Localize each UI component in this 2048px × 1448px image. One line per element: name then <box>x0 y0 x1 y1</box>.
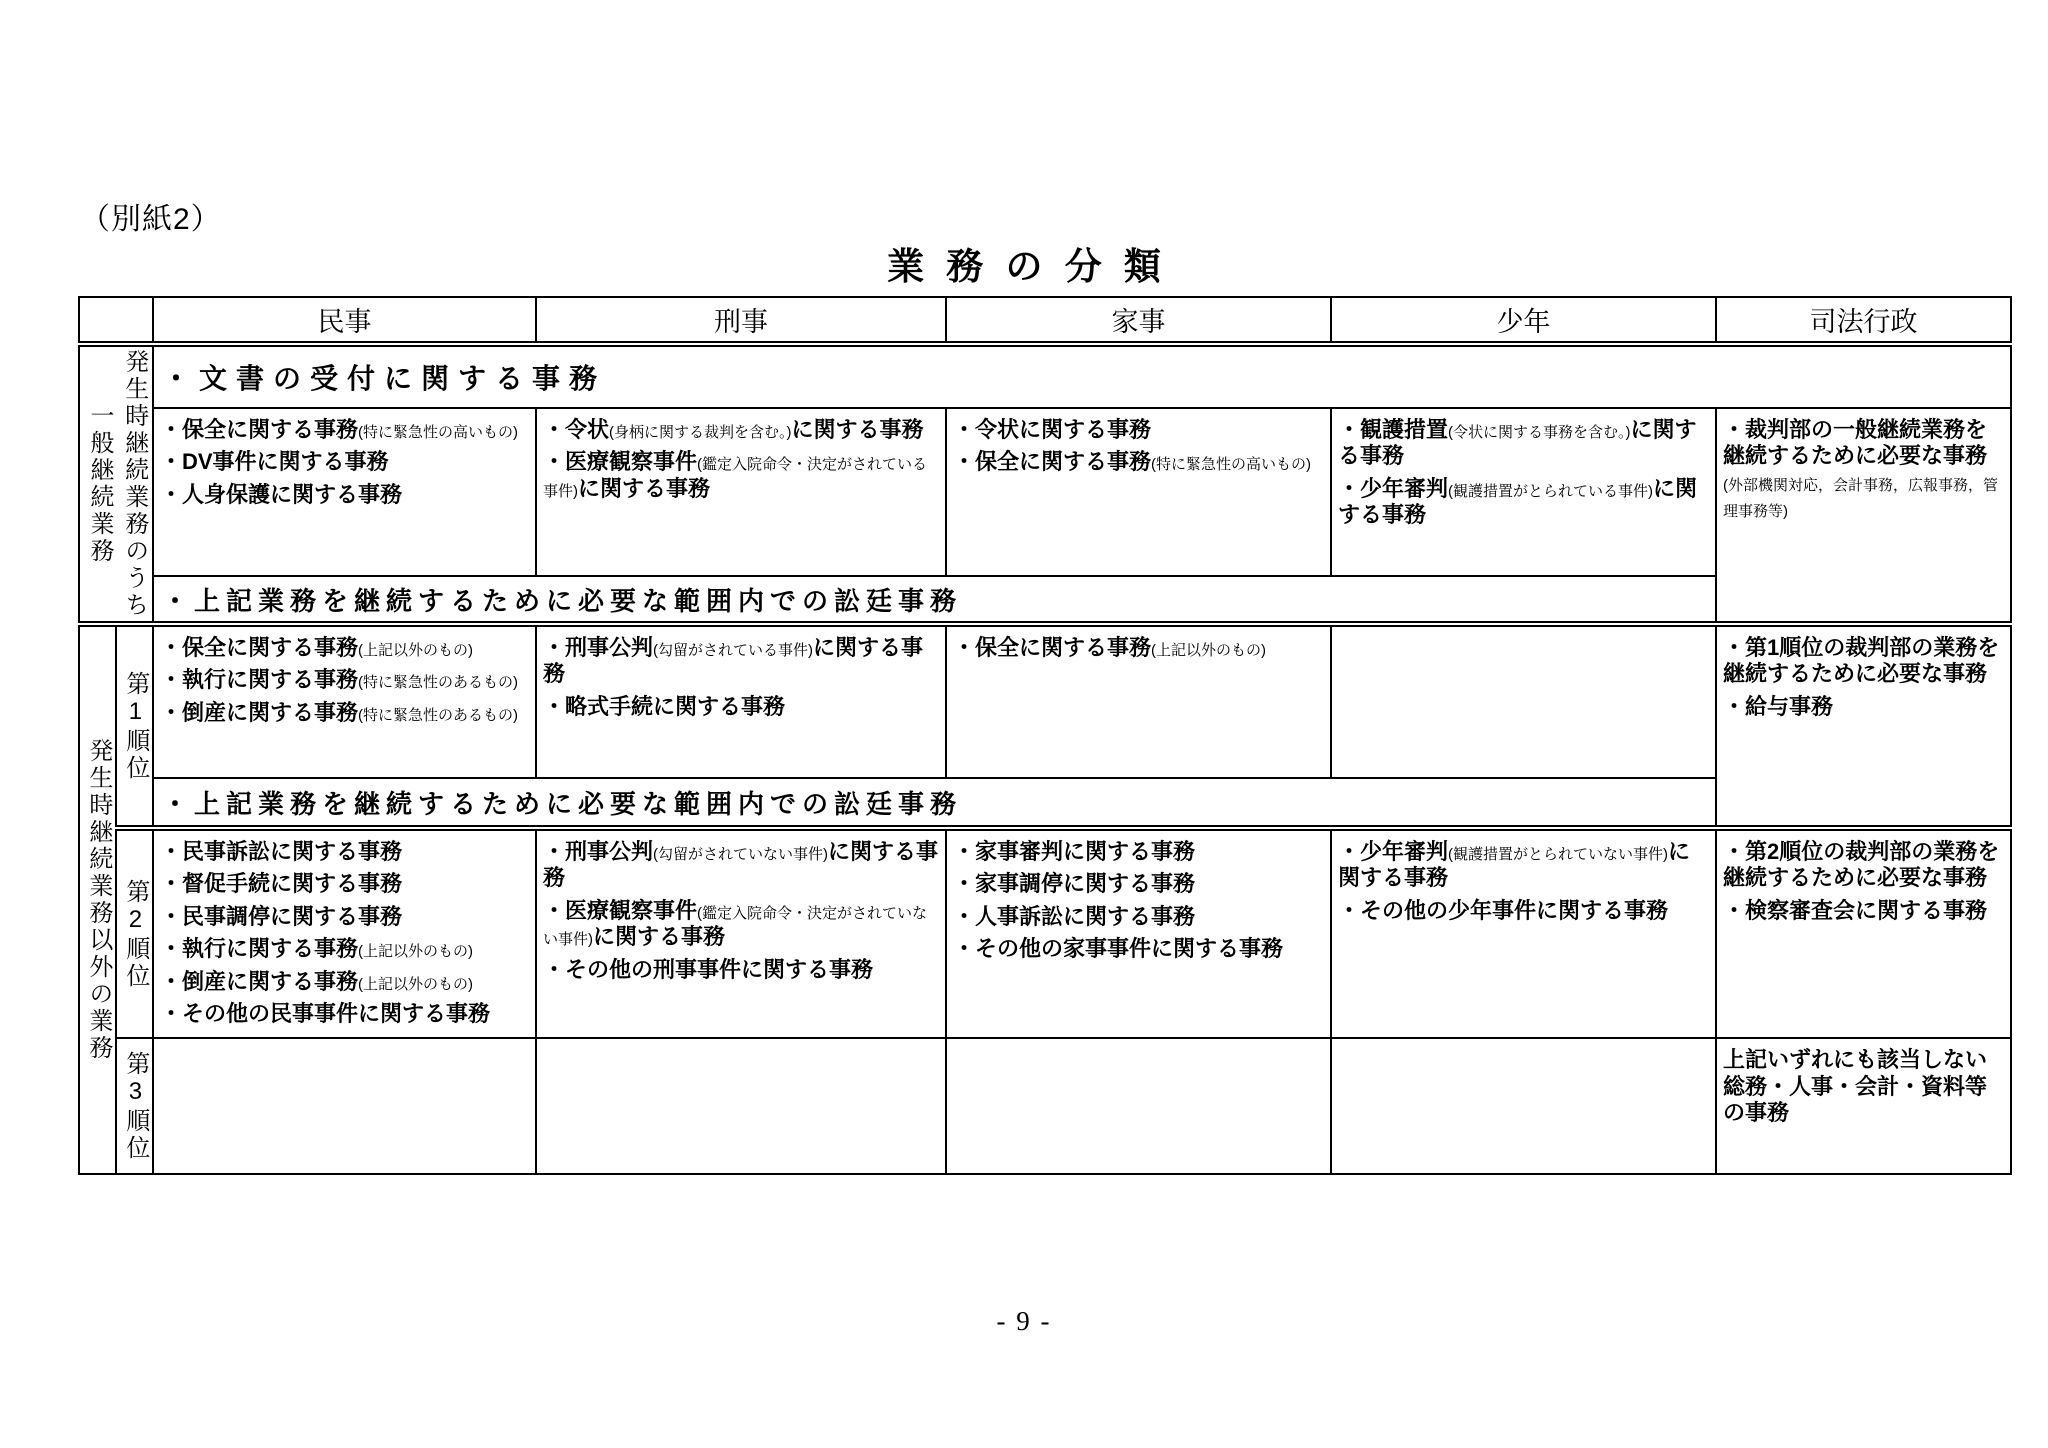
work-item-text: に関する事務 <box>578 475 711 501</box>
work-item-text: ・執行に関する事務 <box>160 936 359 962</box>
work-item-note: (観護措置がとられている事件) <box>1448 482 1654 500</box>
work-item-note: (特に緊急性のあるもの) <box>358 706 519 724</box>
work-item-text: ・民事調停に関する事務 <box>160 903 403 929</box>
work-item <box>160 417 531 443</box>
priority3-label-cell <box>116 1038 153 1174</box>
cell-p3-judicial-admin <box>1716 1038 2011 1174</box>
section2-label-text: 発生時継続業務以外の業務 <box>84 738 112 1063</box>
work-item-text: ・刑事公判 <box>543 839 654 864</box>
work-item-text: ・その他の刑事事件に関する事務 <box>543 956 874 982</box>
cell-p3-juvenile <box>1331 1038 1716 1174</box>
work-item <box>953 904 1326 930</box>
section1-reception-row <box>79 344 2011 408</box>
column-header-civil: 民事 <box>153 297 536 344</box>
work-item-text: ・その他の少年事件に関する事務 <box>1338 897 1669 923</box>
header-row <box>79 297 2011 344</box>
work-item <box>1723 635 2006 688</box>
priority2-items-row <box>79 828 2011 1038</box>
section1-items-row <box>79 408 2011 576</box>
work-item-text: ・検察審査会に関する事務 <box>1723 897 1988 923</box>
work-item <box>543 957 941 983</box>
priority2-label-cell <box>116 828 153 1038</box>
work-item <box>160 936 531 962</box>
work-item-text: ・少年審判 <box>1338 839 1449 864</box>
work-item <box>160 449 531 475</box>
section1-label <box>80 349 152 619</box>
work-item-text: ・医療観察事件 <box>543 897 698 923</box>
cell-s1-family <box>946 408 1331 576</box>
work-item <box>160 904 531 930</box>
work-item <box>160 635 531 661</box>
cell-s1-criminal <box>536 408 946 576</box>
priority1-label-text: 第1順位 <box>121 670 149 782</box>
work-item-text: ・人身保護に関する事務 <box>160 481 403 507</box>
work-item-note: (令状に関する事務を含む。) <box>1448 424 1631 441</box>
work-item-note: (上記以外のもの) <box>1151 642 1267 659</box>
cell-p1-criminal <box>536 624 946 778</box>
work-item-note: (勾留がされていない事件) <box>653 846 829 863</box>
work-item-text: に関する事務 <box>593 924 726 950</box>
work-item-text: ・民事訴訟に関する事務 <box>160 839 403 864</box>
work-item-text: ・倒産に関する事務 <box>160 968 359 994</box>
work-item-text: ・観護措置 <box>1338 417 1449 442</box>
row-document-reception: ・文書の受付に関する事務 <box>153 344 2011 408</box>
page-title: 業務の分類 <box>887 246 1184 287</box>
work-item <box>1338 898 1711 924</box>
attachment-label: （別紙2） <box>80 203 222 236</box>
work-item-text: ・給与事務 <box>1723 693 1834 719</box>
work-item-note: (身柄に関する裁判を含む。) <box>609 424 792 441</box>
work-item <box>543 694 941 720</box>
work-item-note: (勾留がされている事件) <box>653 642 814 659</box>
priority2-label-text: 第2順位 <box>121 878 149 990</box>
work-item-text: に関する事務 <box>1338 839 1691 891</box>
work-item-text: 上記いずれにも該当しない総務・人事・会計・資料等の事務 <box>1723 1047 1988 1126</box>
cell-p1-civil <box>153 624 536 778</box>
work-item <box>160 700 531 726</box>
cell-p2-family <box>946 828 1331 1038</box>
work-item-text: ・保全に関する事務 <box>160 417 359 442</box>
cell-p3-criminal <box>536 1038 946 1174</box>
work-item-text: ・裁判部の一般継続業務を継続するために必要な事務 <box>1723 417 1988 469</box>
work-item-text: ・略式手続に関する事務 <box>543 693 786 719</box>
work-item-note: (鑑定入院命令・決定がされていない事件) <box>543 904 928 949</box>
priority3-label <box>117 1051 152 1162</box>
work-item-note: (上記以外のもの) <box>358 975 474 993</box>
work-item <box>1723 839 2006 892</box>
work-item <box>953 449 1326 475</box>
work-item-text: ・保全に関する事務 <box>953 635 1152 660</box>
cell-p1-juvenile <box>1331 624 1716 778</box>
work-item-text: ・人事訴訟に関する事務 <box>953 903 1196 929</box>
cell-p1-family <box>946 624 1331 778</box>
work-item-text: ・刑事公判 <box>543 635 654 660</box>
page-number: - 9 - <box>996 1306 1052 1336</box>
work-item-text: ・第1順位の裁判部の業務を継続するために必要な事務 <box>1723 635 2000 687</box>
work-item <box>543 898 941 951</box>
work-item-note: (上記以外のもの) <box>358 943 474 961</box>
cell-p2-judicial-admin <box>1716 828 2011 1038</box>
section1-label-line2: 一般継続業務 <box>86 403 113 565</box>
work-item <box>160 871 531 897</box>
priority2-label <box>117 879 152 990</box>
cell-p2-criminal <box>536 828 946 1038</box>
work-item <box>953 871 1326 897</box>
section2-label <box>80 738 115 1062</box>
work-item <box>543 635 941 688</box>
work-item-text: に関する事務 <box>791 417 924 442</box>
work-item <box>1338 476 1711 529</box>
work-item-text: ・少年審判 <box>1338 475 1449 501</box>
work-item-text: ・令状 <box>543 417 610 442</box>
work-item-text: ・令状に関する事務 <box>953 417 1152 442</box>
work-item <box>1723 694 2006 720</box>
work-item <box>160 667 531 693</box>
work-item <box>953 417 1326 443</box>
section1-label-line1: 発生時継続業務のうち <box>120 349 148 619</box>
work-item-text: ・倒産に関する事務 <box>160 699 359 725</box>
cell-p2-civil <box>153 828 536 1038</box>
work-item-text: に関する事務 <box>1338 417 1697 469</box>
work-item <box>1723 898 2006 924</box>
work-item-text: に関する事務 <box>543 839 939 891</box>
cell-p3-civil <box>153 1038 536 1174</box>
work-item-text: ・第2順位の裁判部の業務を継続するために必要な事務 <box>1723 839 2000 891</box>
work-item-text: ・家事調停に関する事務 <box>953 871 1196 897</box>
work-item-text: ・DV事件に関する事務 <box>160 449 389 475</box>
work-item-text: ・保全に関する事務 <box>160 635 359 660</box>
work-item-text: ・執行に関する事務 <box>160 667 359 693</box>
work-item <box>1338 417 1711 470</box>
section1-label-cell <box>79 344 153 624</box>
work-item <box>1338 839 1711 892</box>
work-item-text: ・医療観察事件 <box>543 449 698 475</box>
cell-p2-juvenile <box>1331 828 1716 1038</box>
work-item <box>160 1001 531 1027</box>
priority1-items-row <box>79 624 2011 778</box>
work-item <box>543 417 941 443</box>
work-item-note: (観護措置がとられていない事件) <box>1448 846 1669 863</box>
work-item-text: に関する事務 <box>1338 475 1698 528</box>
work-item <box>953 839 1326 865</box>
work-item-note: (鑑定入院命令・決定がされている事件) <box>543 456 928 500</box>
work-item <box>543 449 941 502</box>
cell-s1-juvenile <box>1331 408 1716 576</box>
work-item-note: (外部機関対応，会計事務，広報事務，管理事務等) <box>1723 476 1998 521</box>
work-classification-table <box>78 296 2012 1175</box>
work-item-note: (特に緊急性のあるもの) <box>358 674 519 692</box>
work-item <box>543 839 941 892</box>
cell-s1-judicial-admin <box>1716 408 2011 624</box>
priority1-label-cell <box>116 624 153 828</box>
work-item <box>1723 1047 2006 1126</box>
work-item <box>160 839 531 865</box>
work-item <box>160 969 531 995</box>
work-item-text: ・その他の民事事件に関する事務 <box>160 1000 491 1026</box>
work-item-text: ・家事審判に関する事務 <box>953 839 1196 864</box>
column-header-juvenile: 少年 <box>1331 297 1716 344</box>
priority1-label <box>117 671 152 782</box>
work-item-text: ・督促手続に関する事務 <box>160 871 403 897</box>
work-item <box>953 635 1326 661</box>
row-p1-court-affairs: ・上記業務を継続するために必要な範囲内での訟廷事務 <box>153 778 1716 828</box>
work-item-text: に関する事務 <box>543 635 924 687</box>
work-item <box>160 482 531 508</box>
work-item-text: ・その他の家事事件に関する事務 <box>953 936 1284 962</box>
cell-p1-judicial-admin <box>1716 624 2011 828</box>
work-item-text: ・保全に関する事務 <box>953 449 1152 475</box>
work-item-note: (特に緊急性の高いもの) <box>358 424 519 441</box>
row-s1-court-affairs: ・上記業務を継続するために必要な範囲内での訟廷事務 <box>153 576 1716 624</box>
cell-s1-civil <box>153 408 536 576</box>
header-empty-cell <box>79 297 153 344</box>
work-item <box>953 936 1326 962</box>
work-item <box>1723 417 2006 523</box>
column-header-criminal: 刑事 <box>536 297 946 344</box>
priority3-label-text: 第3順位 <box>121 1050 149 1162</box>
cell-p3-family <box>946 1038 1331 1174</box>
column-header-family: 家事 <box>946 297 1331 344</box>
priority3-items-row <box>79 1038 2011 1174</box>
section2-label-cell <box>79 624 116 1174</box>
work-item-note: (特に緊急性の高いもの) <box>1151 456 1312 474</box>
work-item-note: (上記以外のもの) <box>358 642 474 659</box>
column-header-judicial-admin: 司法行政 <box>1716 297 2011 344</box>
